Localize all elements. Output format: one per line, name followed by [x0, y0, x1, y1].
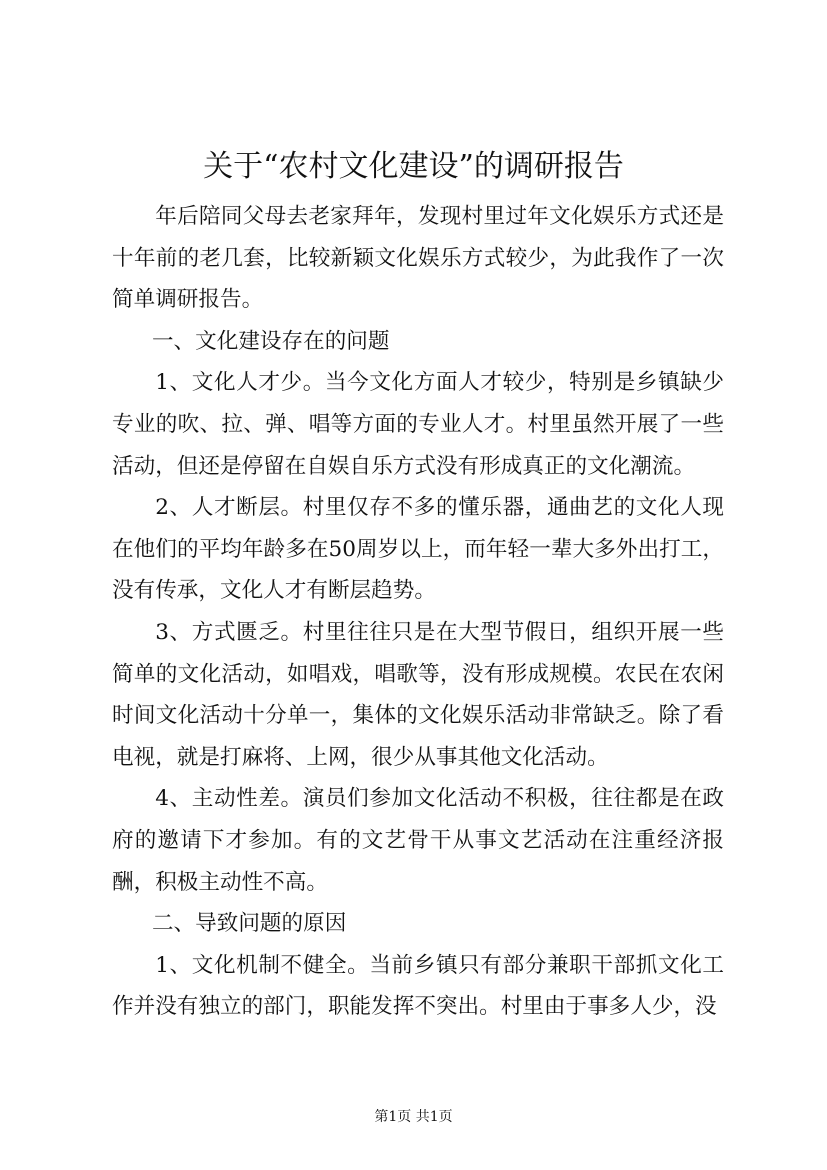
paragraph-problem-3: 3、方式匮乏。村里往往只是在大型节假日，组织开展一些简单的文化活动，如唱戏，唱歌等，没有形成规模。农民在农闲时间文化活动十分单一，集体的文化娱乐活动非常缺乏。除了看电视，就是打麻将、上网，很少从事其他文化活动。 — [112, 619, 724, 770]
page-number-footer: 第1页 共1页 — [374, 1109, 453, 1125]
paragraph-cause-1: 1、文化机制不健全。当前乡镇只有部分兼职干部抓文化工作并没有独立的部门，职能发挥不突出。村里由于事多人少，没 — [112, 952, 724, 1020]
paragraph-problem-2: 2、人才断层。村里仅存不多的懂乐器，通曲艺的文化人现在他们的平均年龄多在50周岁以上，而年轻一辈大多外出打工，没有传承，文化人才有断层趋势。 — [112, 495, 724, 604]
paragraph-intro: 年后陪同父母去老家拜年，发现村里过年文化娱乐方式还是十年前的老几套，比较新颖文化娱乐方式较少，为此我作了一次简单调研报告。 — [112, 204, 724, 313]
section-heading-problems: 一、文化建设存在的问题 — [151, 328, 390, 354]
document-title: 关于“农村文化建设”的调研报告 — [203, 149, 624, 184]
paragraph-problem-4: 4、主动性差。演员们参加文化活动不积极，往往都是在政府的邀请下才参加。有的文艺骨干从事文艺活动在注重经济报酬，积极主动性不高。 — [112, 786, 724, 895]
section-heading-causes: 二、导致问题的原因 — [151, 911, 347, 937]
document-body — [112, 196, 724, 1028]
paragraph-problem-1: 1、文化人才少。当今文化方面人才较少，特别是乡镇缺少专业的吹、拉、弹、唱等方面的专业人才。村里虽然开展了一些活动，但还是停留在自娱自乐方式没有形成真正的文化潮流。 — [112, 370, 724, 479]
